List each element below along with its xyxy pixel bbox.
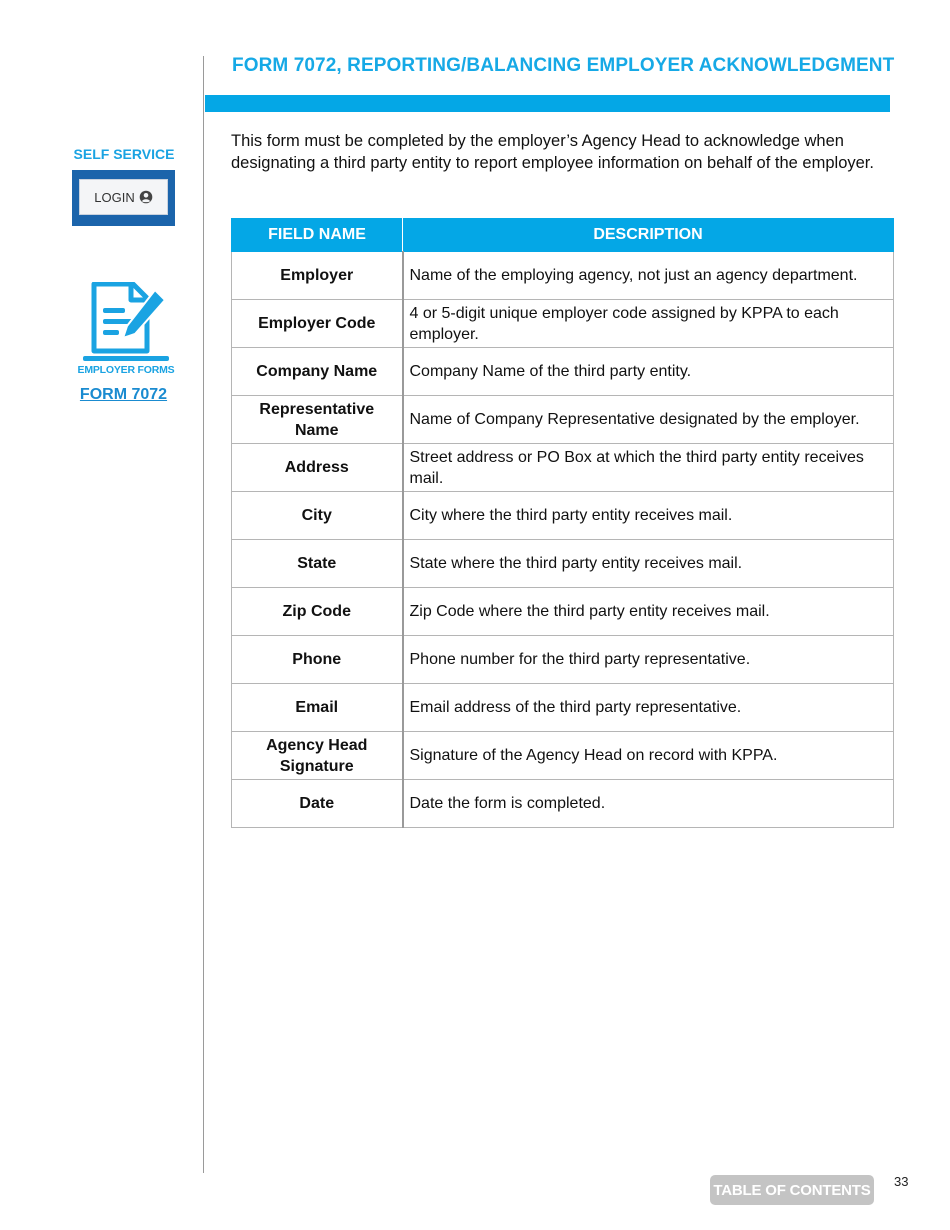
- page-number: 33: [894, 1174, 909, 1189]
- title-accent-bar: [205, 95, 890, 112]
- table-row: [232, 684, 894, 732]
- field-name-cell: State: [232, 540, 403, 588]
- field-name-cell: Phone: [232, 636, 403, 684]
- description-cell: Name of Company Representative designated by the employer.: [403, 396, 894, 444]
- table-row: [232, 780, 894, 828]
- header-field-name: FIELD NAME: [232, 219, 403, 252]
- description-cell: Name of the employing agency, not just an agency department.: [403, 252, 894, 300]
- field-name-cell: Email: [232, 684, 403, 732]
- table-row: [232, 492, 894, 540]
- field-name-cell: Date: [232, 780, 403, 828]
- description-cell: Zip Code where the third party entity receives mail.: [403, 588, 894, 636]
- description-cell: Signature of the Agency Head on record with KPPA.: [403, 732, 894, 780]
- employer-forms-label: EMPLOYER FORMS: [77, 364, 175, 376]
- table-row: [232, 300, 894, 348]
- table-row: [232, 252, 894, 300]
- login-button-inner[interactable]: [79, 179, 168, 215]
- table-row: [232, 540, 894, 588]
- description-cell: Street address or PO Box at which the third party entity receives mail.: [403, 444, 894, 492]
- page-title: FORM 7072, REPORTING/BALANCING EMPLOYER ACKNOWLEDGMENT: [232, 55, 895, 76]
- field-name-cell: Address: [232, 444, 403, 492]
- description-cell: 4 or 5-digit unique employer code assigned by KPPA to each employer.: [403, 300, 894, 348]
- table-of-contents-button[interactable]: TABLE OF CONTENTS: [710, 1175, 874, 1205]
- table-row: [232, 444, 894, 492]
- header-description: DESCRIPTION: [403, 219, 894, 252]
- login-label: LOGIN: [94, 189, 135, 205]
- field-name-cell: Agency Head Signature: [232, 732, 403, 780]
- description-cell: State where the third party entity receives mail.: [403, 540, 894, 588]
- table-row: [232, 636, 894, 684]
- sidebar-divider: [203, 56, 204, 1173]
- field-name-cell: Company Name: [232, 348, 403, 396]
- table-row: [232, 396, 894, 444]
- description-cell: Company Name of the third party entity.: [403, 348, 894, 396]
- form-7072-link[interactable]: FORM 7072: [79, 386, 168, 403]
- field-name-cell: Employer: [232, 252, 403, 300]
- table-row: [232, 588, 894, 636]
- field-name-cell: Representative Name: [232, 396, 403, 444]
- description-cell: City where the third party entity receives mail.: [403, 492, 894, 540]
- field-name-cell: Employer Code: [232, 300, 403, 348]
- table-row: [232, 732, 894, 780]
- description-cell: Date the form is completed.: [403, 780, 894, 828]
- intro-paragraph: This form must be completed by the employer’s Agency Head to acknowledge when designating a third party entity to report employee information on behalf of the employer.: [231, 132, 874, 172]
- table-row: [232, 348, 894, 396]
- field-name-cell: Zip Code: [232, 588, 403, 636]
- description-cell: Email address of the third party representative.: [403, 684, 894, 732]
- field-name-cell: City: [232, 492, 403, 540]
- table-header-row: [232, 219, 894, 252]
- employer-form-icon[interactable]: [79, 282, 173, 364]
- login-button[interactable]: [72, 170, 175, 226]
- description-cell: Phone number for the third party representative.: [403, 636, 894, 684]
- field-table: [231, 218, 894, 828]
- self-service-label: SELF SERVICE: [73, 146, 175, 162]
- user-icon: [139, 190, 153, 204]
